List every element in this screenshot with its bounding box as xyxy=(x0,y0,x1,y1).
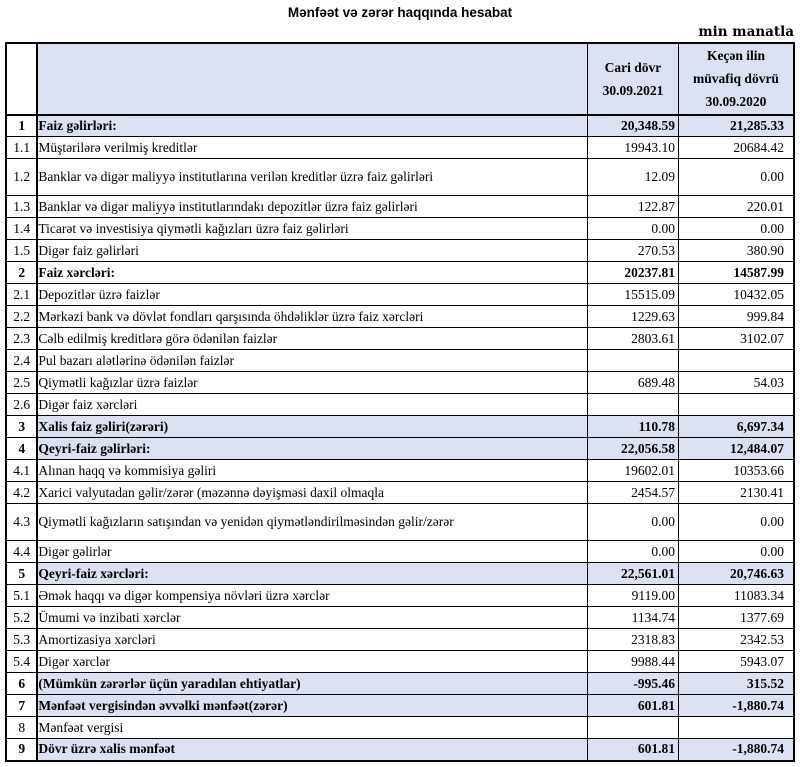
row-number: 5 xyxy=(6,563,37,585)
previous-period-date: 30.09.2020 xyxy=(705,94,767,110)
current-period-label: Cari dövr xyxy=(604,59,662,75)
row-label: Mənfəət vergisi xyxy=(37,717,587,739)
table-row xyxy=(6,306,794,328)
table-row xyxy=(6,350,794,372)
row-label: Digər gəlirlər xyxy=(37,541,587,563)
row-current-value: 20237.81 xyxy=(587,262,678,284)
report-table-body xyxy=(6,115,794,761)
table-row xyxy=(6,541,794,563)
row-current-value: 0.00 xyxy=(587,218,678,240)
table-row xyxy=(6,482,794,504)
row-number: 9 xyxy=(6,739,37,761)
row-previous-value: 380.90 xyxy=(679,240,794,262)
row-number: 1 xyxy=(6,115,37,137)
header-cell-current-period xyxy=(587,43,678,115)
row-current-value: 0.00 xyxy=(587,541,678,563)
row-number: 2.6 xyxy=(6,394,37,416)
table-row xyxy=(6,218,794,240)
row-previous-value: 11083.34 xyxy=(679,585,794,607)
row-current-value: 2318.83 xyxy=(587,629,678,651)
row-current-value: 2454.57 xyxy=(587,482,678,504)
table-row xyxy=(6,284,794,306)
table-row xyxy=(6,262,794,284)
row-previous-value: 12,484.07 xyxy=(679,438,794,460)
row-previous-value: 54.03 xyxy=(679,372,794,394)
row-label: Banklar və digər maliyyə institutlarındakı depozitlər üzrə faiz gəlirləri xyxy=(37,196,587,218)
table-row xyxy=(6,607,794,629)
row-previous-value: -1,880.74 xyxy=(679,695,794,717)
row-number: 6 xyxy=(6,673,37,695)
row-number: 1.5 xyxy=(6,240,37,262)
row-current-value: 1134.74 xyxy=(587,607,678,629)
row-label: Faiz xərcləri: xyxy=(37,262,587,284)
row-previous-value xyxy=(679,394,794,416)
row-number: 2.5 xyxy=(6,372,37,394)
income-statement-table xyxy=(5,42,795,762)
row-previous-value: 0.00 xyxy=(679,504,794,541)
table-row xyxy=(6,673,794,695)
table-row xyxy=(6,394,794,416)
row-label: Digər faiz gəlirləri xyxy=(37,240,587,262)
table-row xyxy=(6,585,794,607)
row-number: 4.2 xyxy=(6,482,37,504)
row-previous-value: 14587.99 xyxy=(679,262,794,284)
row-current-value: 15515.09 xyxy=(587,284,678,306)
row-previous-value xyxy=(679,350,794,372)
row-current-value: 12.09 xyxy=(587,159,678,196)
table-header-row xyxy=(6,43,794,115)
row-current-value: 0.00 xyxy=(587,504,678,541)
row-number: 5.1 xyxy=(6,585,37,607)
header-cell-previous-period xyxy=(679,43,794,115)
page-title: Mənfəət və zərər haqqında hesabat xyxy=(287,5,513,20)
row-number: 4.4 xyxy=(6,541,37,563)
row-previous-value xyxy=(679,717,794,739)
table-row xyxy=(6,240,794,262)
row-current-value: 689.48 xyxy=(587,372,678,394)
row-label: Mənfəət vergisindən əvvəlki mənfəət(zərər) xyxy=(37,695,587,717)
row-label: Qiymətli kağızların satışından və yenidən qiymətləndirilməsindən gəlir/zərər xyxy=(37,504,587,541)
row-previous-value: 20684.42 xyxy=(679,137,794,159)
row-current-value: 19602.01 xyxy=(587,460,678,482)
row-label: Ümumi və inzibati xərclər xyxy=(37,607,587,629)
row-number: 7 xyxy=(6,695,37,717)
row-current-value: -995.46 xyxy=(587,673,678,695)
row-label: Ticarət və investisiya qiymətli kağızları üzrə faiz gəlirləri xyxy=(37,218,587,240)
row-number: 1.3 xyxy=(6,196,37,218)
row-label: Digər xərclər xyxy=(37,651,587,673)
row-label: Banklar və digər maliyyə institutlarına verilən kreditlər üzrə faiz gəlirləri xyxy=(37,159,587,196)
unit-note: min manatla xyxy=(698,24,794,40)
table-row xyxy=(6,717,794,739)
row-previous-value: 1377.69 xyxy=(679,607,794,629)
row-label: Alınan haqq və kommisiya gəliri xyxy=(37,460,587,482)
row-number: 1.1 xyxy=(6,137,37,159)
table-row xyxy=(6,739,794,761)
table-row xyxy=(6,137,794,159)
row-number: 2.3 xyxy=(6,328,37,350)
row-number: 2.2 xyxy=(6,306,37,328)
row-previous-value: 20,746.63 xyxy=(679,563,794,585)
table-row xyxy=(6,196,794,218)
row-current-value: 9988.44 xyxy=(587,651,678,673)
row-label: Faiz gəlirləri: xyxy=(37,115,587,137)
row-number: 4 xyxy=(6,438,37,460)
row-previous-value: 220.01 xyxy=(679,196,794,218)
row-previous-value: 10432.05 xyxy=(679,284,794,306)
header-cell-description xyxy=(37,43,587,115)
row-current-value: 19943.10 xyxy=(587,137,678,159)
row-previous-value: 2342.53 xyxy=(679,629,794,651)
previous-period-label-line2: müvafiq dövrü xyxy=(693,71,779,87)
row-number: 5.3 xyxy=(6,629,37,651)
previous-period-label-line1: Keçən ilin xyxy=(706,48,766,63)
table-row xyxy=(6,416,794,438)
row-label: Müştərilərə verilmiş kreditlər xyxy=(37,137,587,159)
row-label: Qeyri-faiz gəlirləri: xyxy=(37,438,587,460)
row-current-value: 22,056.58 xyxy=(587,438,678,460)
row-label: Qeyri-faiz xərcləri: xyxy=(37,563,587,585)
row-number: 1.4 xyxy=(6,218,37,240)
row-previous-value: 3102.07 xyxy=(679,328,794,350)
row-label: (Mümkün zərərlər üçün yaradılan ehtiyatlar) xyxy=(37,673,587,695)
row-previous-value: 0.00 xyxy=(679,159,794,196)
row-number: 5.2 xyxy=(6,607,37,629)
row-previous-value: 21,285.33 xyxy=(679,115,794,137)
row-current-value: 1229.63 xyxy=(587,306,678,328)
header-cell-number xyxy=(6,43,37,115)
row-label: Amortizasiya xərcləri xyxy=(37,629,587,651)
table-row xyxy=(6,328,794,350)
row-previous-value: -1,880.74 xyxy=(679,739,794,761)
row-label: Cəlb edilmiş kreditlərə görə ödənilən faizlər xyxy=(37,328,587,350)
table-row xyxy=(6,460,794,482)
row-current-value: 9119.00 xyxy=(587,585,678,607)
row-label: Digər faiz xərcləri xyxy=(37,394,587,416)
row-current-value: 22,561.01 xyxy=(587,563,678,585)
row-previous-value: 315.52 xyxy=(679,673,794,695)
row-number: 2 xyxy=(6,262,37,284)
row-number: 8 xyxy=(6,717,37,739)
row-current-value: 270.53 xyxy=(587,240,678,262)
row-number: 5.4 xyxy=(6,651,37,673)
row-previous-value: 0.00 xyxy=(679,541,794,563)
row-label: Mərkəzi bank və dövlət fondları qarşısında öhdəliklər üzrə faiz xərcləri xyxy=(37,306,587,328)
table-row xyxy=(6,695,794,717)
row-current-value: 122.87 xyxy=(587,196,678,218)
row-current-value: 601.81 xyxy=(587,739,678,761)
row-previous-value: 6,697.34 xyxy=(679,416,794,438)
row-current-value: 110.78 xyxy=(587,416,678,438)
row-previous-value: 10353.66 xyxy=(679,460,794,482)
row-label: Dövr üzrə xalis mənfəət xyxy=(37,739,587,761)
table-row xyxy=(6,438,794,460)
current-period-date: 30.09.2021 xyxy=(602,82,664,98)
row-previous-value: 2130.41 xyxy=(679,482,794,504)
row-current-value: 2803.61 xyxy=(587,328,678,350)
table-row xyxy=(6,159,794,196)
row-current-value: 601.81 xyxy=(587,695,678,717)
table-row xyxy=(6,115,794,137)
table-row xyxy=(6,563,794,585)
row-label: Pul bazarı alətlərinə ödənilən faizlər xyxy=(37,350,587,372)
table-row xyxy=(6,651,794,673)
table-row xyxy=(6,629,794,651)
row-current-value xyxy=(587,717,678,739)
row-number: 2.4 xyxy=(6,350,37,372)
row-label: Qiymətli kağızlar üzrə faizlər xyxy=(37,372,587,394)
row-previous-value: 0.00 xyxy=(679,218,794,240)
row-current-value xyxy=(587,350,678,372)
row-number: 4.3 xyxy=(6,504,37,541)
table-row xyxy=(6,372,794,394)
row-previous-value: 999.84 xyxy=(679,306,794,328)
row-number: 3 xyxy=(6,416,37,438)
row-number: 2.1 xyxy=(6,284,37,306)
row-label: Əmək haqqı və digər kompensiya növləri üzrə xərclər xyxy=(37,585,587,607)
row-current-value: 20,348.59 xyxy=(587,115,678,137)
row-current-value xyxy=(587,394,678,416)
row-label: Xarici valyutadan gəlir/zərər (məzənnə dəyişməsi daxil olmaqla xyxy=(37,482,587,504)
row-number: 4.1 xyxy=(6,460,37,482)
row-previous-value: 5943.07 xyxy=(679,651,794,673)
table-row xyxy=(6,504,794,541)
row-label: Xalis faiz gəliri(zərəri) xyxy=(37,416,587,438)
row-number: 1.2 xyxy=(6,159,37,196)
row-label: Depozitlər üzrə faizlər xyxy=(37,284,587,306)
